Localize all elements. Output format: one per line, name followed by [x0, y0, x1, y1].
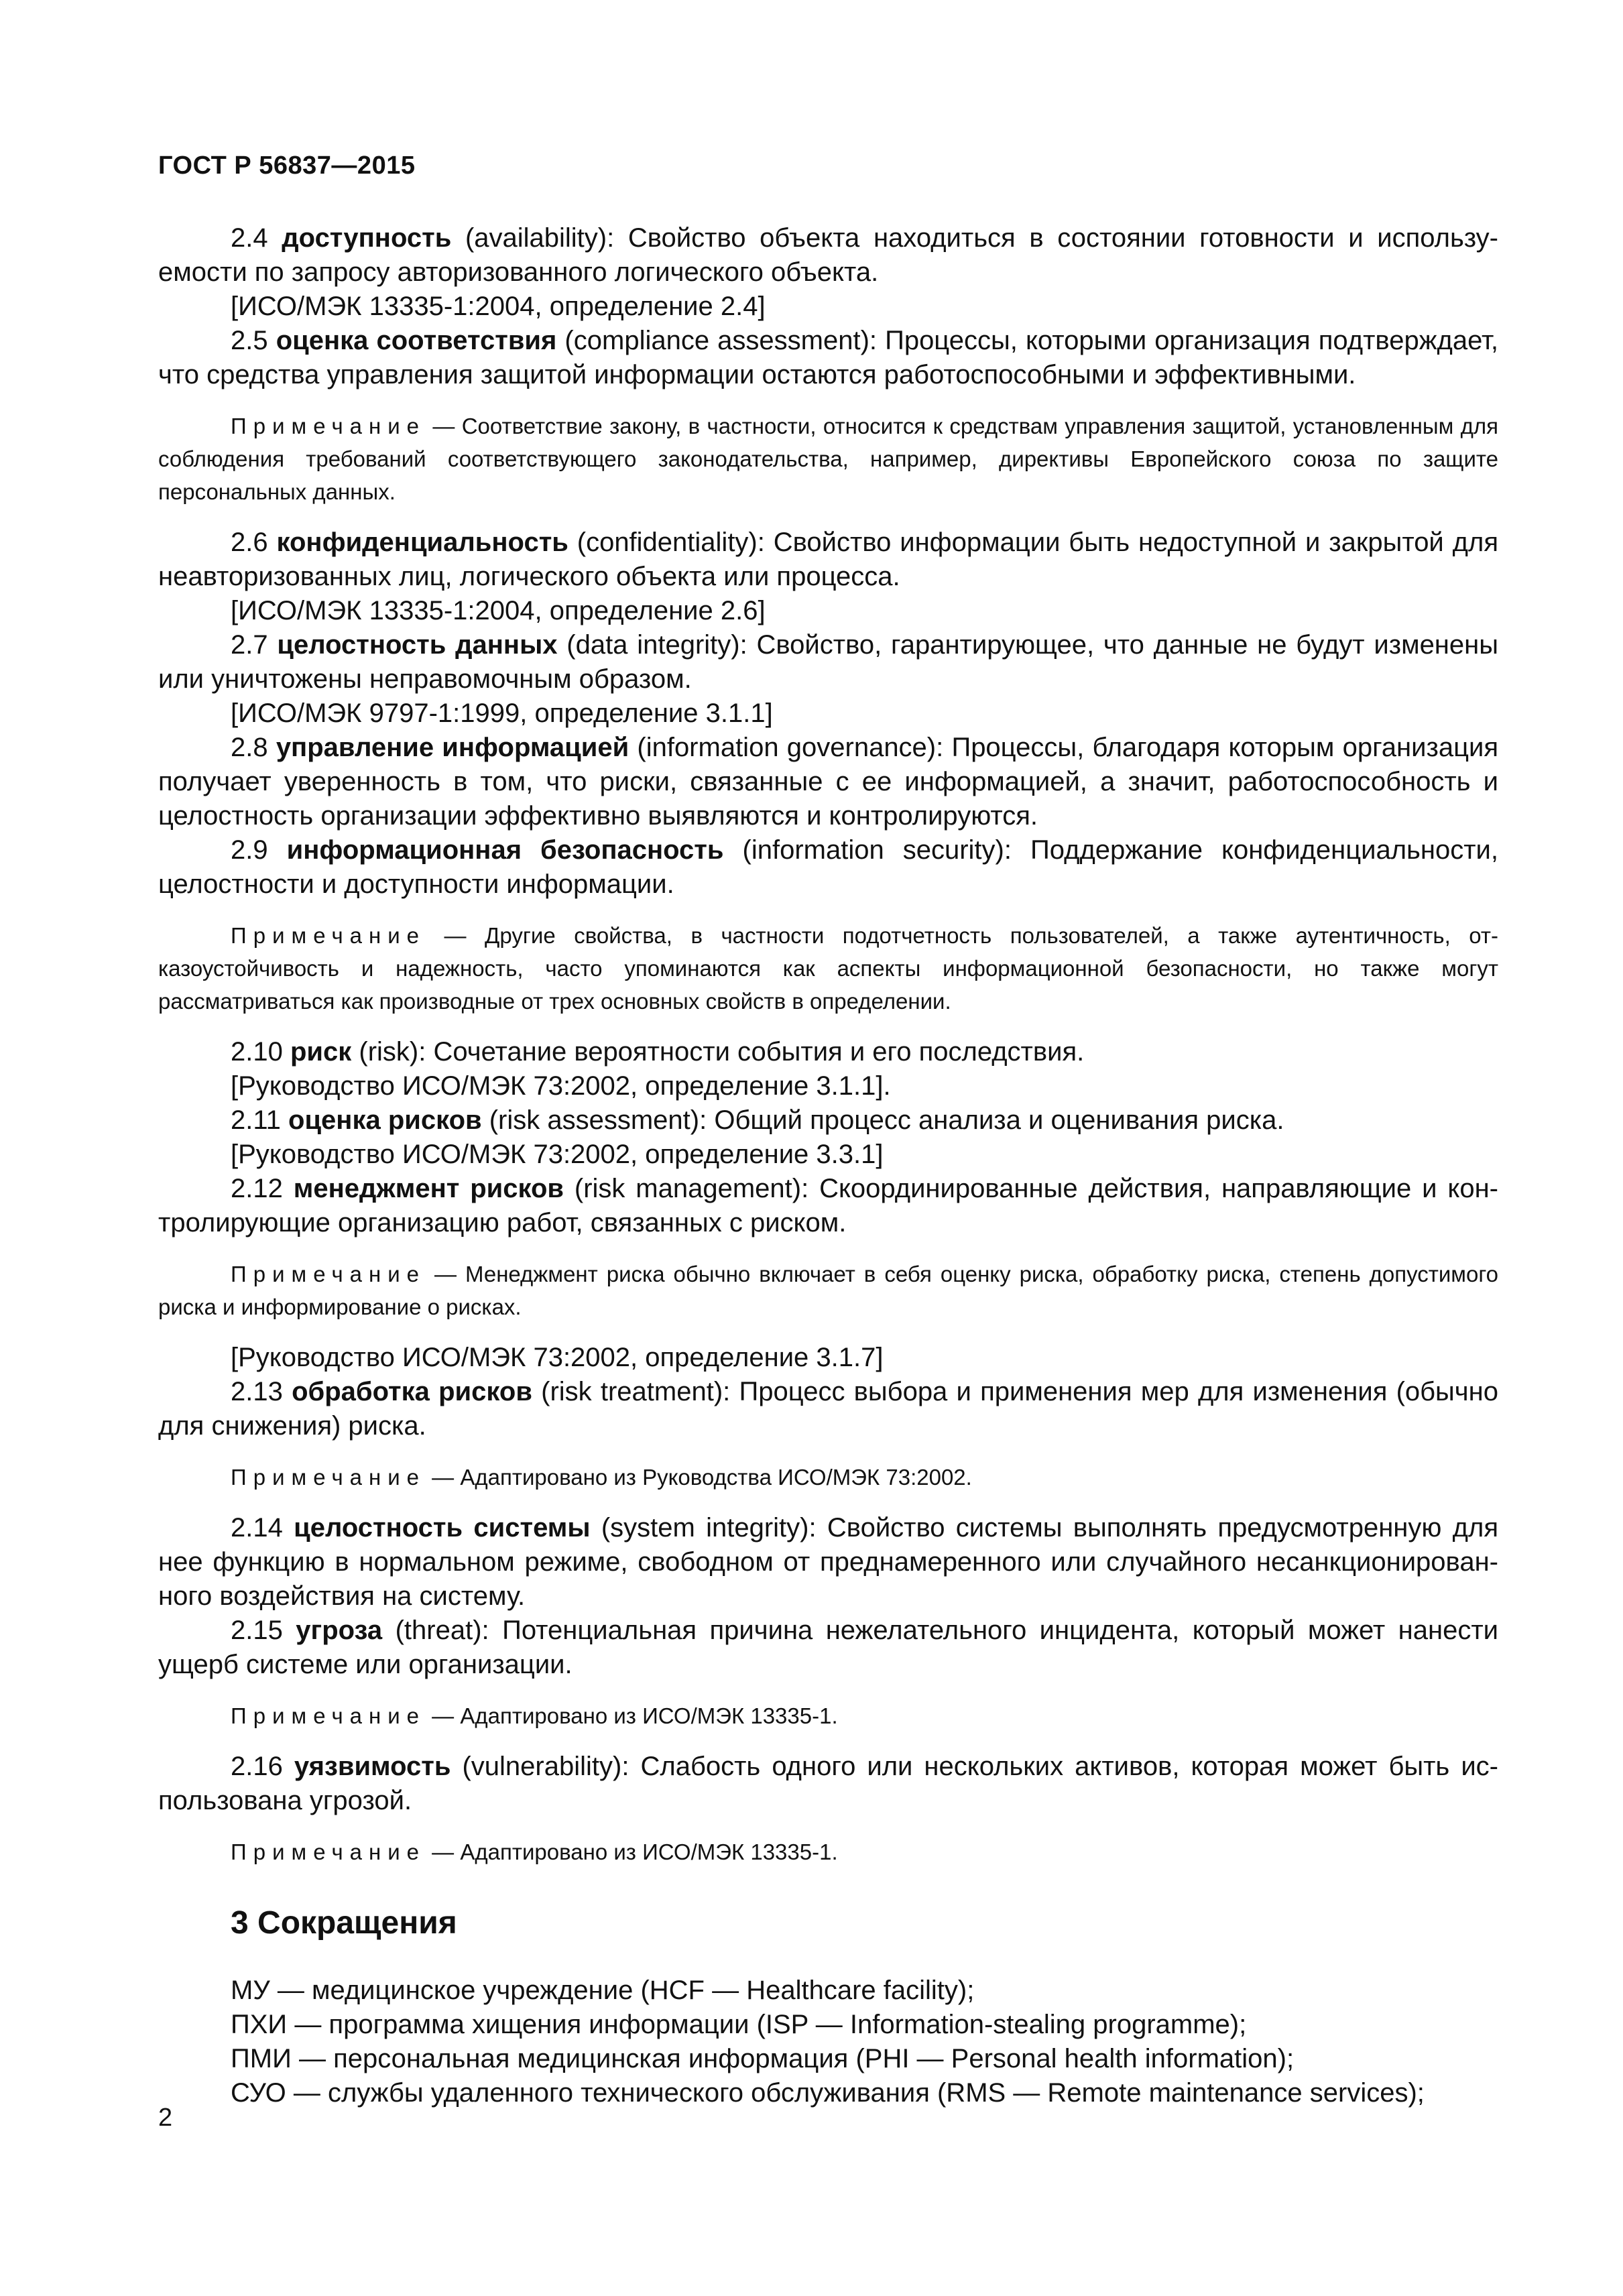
section-heading: 3 Сокращения — [231, 1905, 457, 1941]
term-name: целостность системы — [294, 1513, 591, 1543]
term-number: 2.10 — [231, 1037, 283, 1067]
source-reference: [Руководство ИСО/МЭК 73:2002, определение 3.3.1] — [231, 1140, 884, 1169]
abbreviation-item — [158, 2076, 1498, 2110]
note — [158, 1258, 1498, 1323]
definition-entry — [158, 1614, 1498, 1682]
term-definition: (information security): Поддержание конфиденциальности, целостности и доступности информации. — [158, 835, 1499, 899]
term-definition: (risk): Сочетание вероятности события и его последствия. — [351, 1037, 1085, 1067]
definition-entry — [158, 526, 1498, 594]
abbreviation-code: МУ — [231, 1976, 270, 2005]
definition-entry — [158, 1103, 1498, 1138]
definition-entry — [158, 1750, 1498, 1818]
note-text: — Адаптировано из ИСО/МЭК 13335-1. — [426, 1839, 838, 1864]
term-name: целостность данных — [277, 630, 558, 660]
term-definition: (threat): Потенциальная причина нежелательного инцидента, который может нанести ущерб системе или организации. — [158, 1616, 1498, 1679]
term-definition: (availability): Свойство объекта находиться в состоянии готовности и используемости по запросу авторизованного логического объекта. — [158, 223, 1498, 287]
definition-entry — [158, 1511, 1498, 1614]
term-number: 2.13 — [231, 1377, 283, 1406]
abbreviation-text: — программа хищения информации (ISP — Information-stealing programme); — [294, 2010, 1247, 2039]
definition-entry — [158, 1375, 1498, 1443]
term-definition: (risk management): Скоординированные действия, направляющие и контролирующие организацию работ, связанных с риском. — [158, 1174, 1498, 1237]
definition-entry — [158, 1172, 1498, 1240]
term-name: управление информацией — [276, 733, 629, 762]
term-name: обработка рисков — [292, 1377, 532, 1406]
abbreviation-code: ПМИ — [231, 2044, 292, 2073]
term-name: информационная безопасность — [286, 835, 724, 865]
note-text: — Адаптировано из ИСО/МЭК 13335-1. — [426, 1703, 838, 1728]
source-reference: [Руководство ИСО/МЭК 73:2002, определение 3.1.1]. — [231, 1071, 891, 1101]
term-definition: (risk treatment): Процесс выбора и применения мер для изменения (обычно для снижения) риска. — [158, 1377, 1498, 1441]
term-definition: (risk assessment): Общий процесс анализа и оценивания риска. — [481, 1105, 1284, 1135]
term-name: угроза — [296, 1616, 383, 1645]
term-definition: (vulnerability): Слабость одного или нескольких активов, которая может быть использована угрозой. — [158, 1752, 1498, 1815]
term-name: оценка рисков — [288, 1105, 482, 1135]
definition-entry — [158, 324, 1498, 392]
note — [158, 410, 1498, 508]
term-name: риск — [290, 1037, 352, 1067]
term-number: 2.4 — [231, 223, 268, 253]
term-definition: (system integrity): Свойство системы выполнять предусмотренную для нее функцию в нормальном режиме, свободном от преднамеренного или случайного несанкционированного воздействия на систему. — [158, 1513, 1499, 1611]
term-number: 2.12 — [231, 1174, 283, 1203]
source-reference: [Руководство ИСО/МЭК 73:2002, определение 3.1.7] — [231, 1343, 884, 1372]
definition-entry — [158, 1035, 1498, 1069]
definition-entry — [158, 731, 1498, 833]
page-number: 2 — [158, 2104, 173, 2132]
term-number: 2.9 — [231, 835, 268, 865]
term-number: 2.6 — [231, 528, 268, 557]
term-number: 2.8 — [231, 733, 268, 762]
note-text: — Другие свойства, в частности подотчетность пользователей, а также аутентичность, отказоустойчивость и надежность, часто упоминаются как аспекты информационной безопасности, но также могут рассматриваться как производные от трех основных свойств в определении. — [158, 923, 1498, 1014]
source-reference: [ИСО/МЭК 9797-1:1999, определение 3.1.1] — [231, 699, 773, 728]
term-name: уязвимость — [294, 1752, 451, 1781]
note-label: Примечание — [231, 923, 426, 948]
source-reference: [ИСО/МЭК 13335-1:2004, определение 2.4] — [231, 292, 766, 321]
term-number: 2.5 — [231, 326, 268, 355]
note-label: Примечание — [231, 1839, 426, 1864]
abbreviation-code: СУО — [231, 2078, 286, 2108]
definition-entry — [158, 628, 1498, 697]
note-text: — Адаптировано из Руководства ИСО/МЭК 73:2002. — [426, 1465, 972, 1490]
document-header: ГОСТ Р 56837—2015 — [158, 152, 416, 180]
term-name: оценка соответствия — [276, 326, 557, 355]
term-definition: (compliance assessment): Процессы, которыми организация подтверждает, что средства управления защитой информации остаются работоспособными и эффективными. — [158, 326, 1498, 389]
term-definition: (information governance): Процессы, благодаря которым организация получает уверенность в том, что риски, связанные с ее информацией, а значит, работоспособность и целостность организации эффективно выявляются и контролируются. — [158, 733, 1498, 831]
term-name: конфиденциальность — [276, 528, 568, 557]
abbreviation-item — [158, 2008, 1498, 2042]
term-number: 2.14 — [231, 1513, 283, 1543]
note — [158, 919, 1498, 1018]
definition-entry — [158, 833, 1498, 902]
note — [158, 1461, 1498, 1494]
note-text: — Соответствие закону, в частности, относится к средствам управления защитой, установленным для соблюдения требований соответствующего законодательства, например, директивы Европейского союза по защите персональных данных. — [158, 414, 1498, 504]
term-number: 2.15 — [231, 1616, 283, 1645]
abbreviation-text: — персональная медицинская информация (PHI — Personal health information); — [298, 2044, 1295, 2073]
term-name: доступность — [282, 223, 452, 253]
abbreviation-text: — службы удаленного технического обслуживания (RMS — Remote maintenance services); — [293, 2078, 1425, 2108]
abbreviation-item — [158, 2042, 1498, 2076]
definition-entry — [158, 221, 1498, 290]
abbreviation-code: ПХИ — [231, 2010, 288, 2039]
note-label: Примечание — [231, 1465, 426, 1490]
term-definition: (data integrity): Свойство, гарантирующее, что данные не будут изменены или уничтожены неправомочным образом. — [158, 630, 1498, 694]
term-number: 2.16 — [231, 1752, 283, 1781]
note-label: Примечание — [231, 414, 426, 438]
note — [158, 1699, 1498, 1732]
abbreviation-item — [158, 1974, 1498, 2008]
note — [158, 1835, 1498, 1868]
term-number: 2.7 — [231, 630, 268, 660]
note-label: Примечание — [231, 1703, 426, 1728]
term-number: 2.11 — [231, 1105, 281, 1135]
document-body — [158, 221, 1498, 2110]
note-text: — Менеджмент риска обычно включает в себя оценку риска, обработку риска, степень допустимого риска и информирование о рисках. — [158, 1262, 1498, 1319]
source-reference: [ИСО/МЭК 13335-1:2004, определение 2.6] — [231, 596, 766, 625]
note-label: Примечание — [231, 1262, 426, 1286]
abbreviation-text: — медицинское учреждение (HCF — Healthcare facility); — [277, 1976, 975, 2005]
term-definition: (confidentiality): Свойство информации быть недоступной и закрытой для неавторизованных лиц, логического объекта или процесса. — [158, 528, 1498, 591]
term-name: менеджмент рисков — [293, 1174, 564, 1203]
